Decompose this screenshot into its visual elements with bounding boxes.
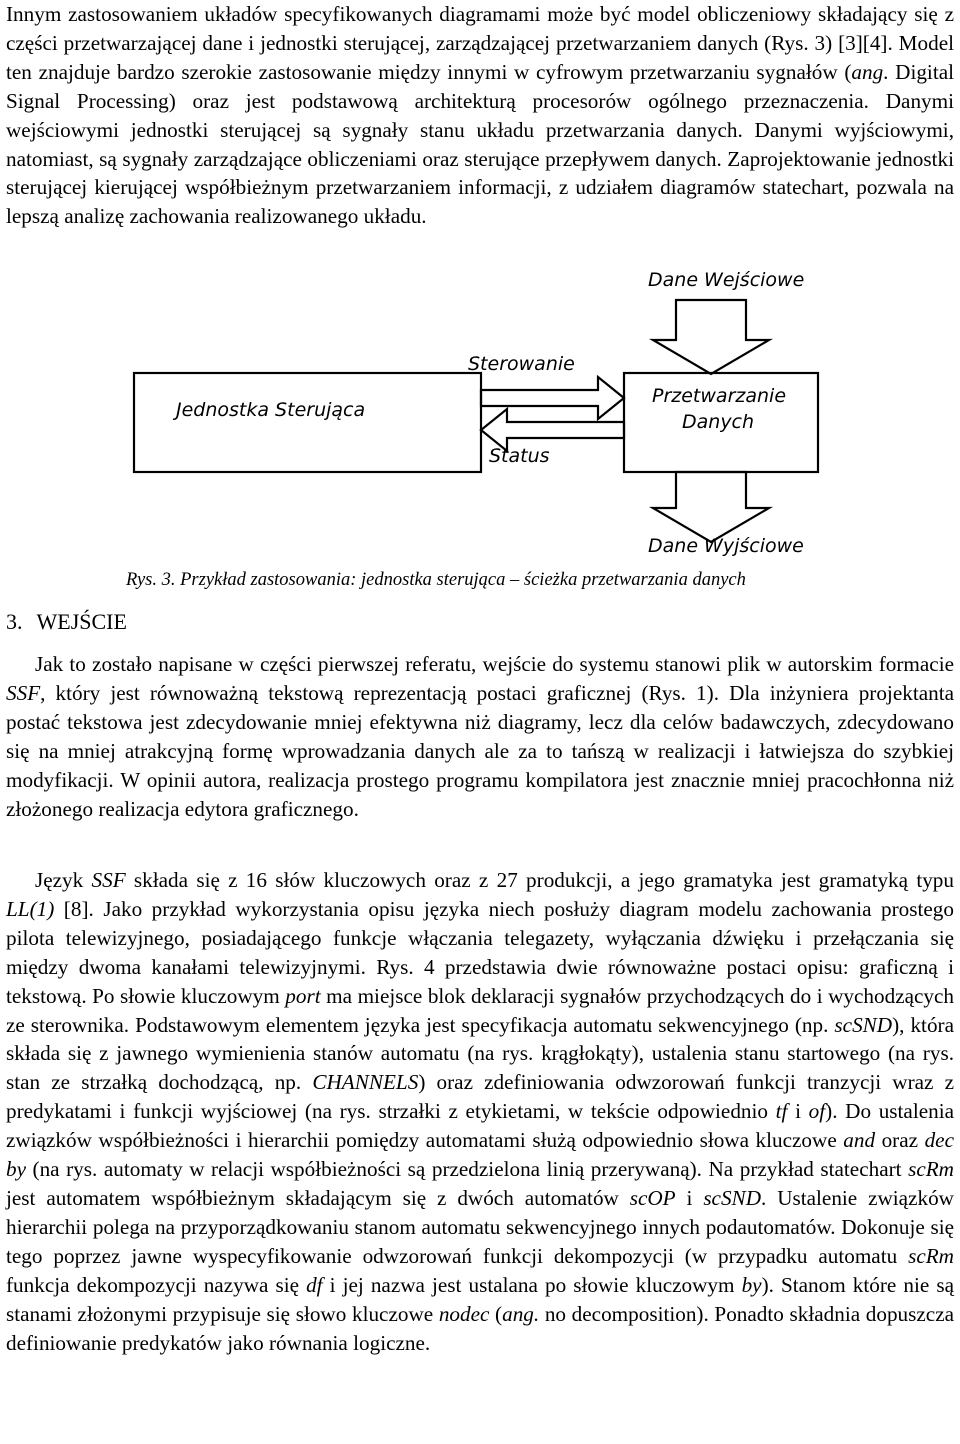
p3-italic: ang. — [502, 1301, 540, 1326]
p3-italic: dec by — [6, 1128, 954, 1182]
paragraph-intro-text-1: Innym zastosowaniem układów specyfikowanych diagramami może być model obliczeniowy składający się z części przetwarzającej dane i jednostki sterującej, zarządzającej przetwarzaniem danych (Rys. 3) [3][4]. Model ten znajduje bardzo szerokie zastosowanie między innymi w cyfrowym przetwarzaniu sygnałów ( — [6, 2, 954, 84]
output-arrow — [653, 472, 769, 542]
label-output-data: Dane Wyjściowe — [648, 535, 804, 557]
p3-italic: scOP — [629, 1185, 676, 1210]
p3-italic: of — [808, 1099, 826, 1124]
p3-italic: scRm — [908, 1243, 954, 1268]
section-title: WEJŚCIE — [36, 609, 127, 634]
p3-italic: df — [306, 1272, 323, 1297]
p3-text: funkcja dekompozycji nazywa się — [6, 1272, 307, 1297]
p3-italic: tf — [775, 1099, 788, 1124]
p3-italic: by — [741, 1272, 762, 1297]
p3-italic: SSF — [91, 868, 126, 892]
label-status-signal: Status — [489, 445, 550, 467]
p3-text: ). Do ustalenia związków współbieżności i hierarchii pomiędzy automatami służą odpowiednio słowa kluczowe — [6, 1099, 955, 1153]
paragraph-ssf-language — [6, 866, 954, 1357]
section-heading — [6, 608, 141, 636]
p3-italic: LL(1) — [6, 896, 55, 921]
label-input-data: Dane Wejściowe — [648, 269, 805, 291]
p3-text: (na rys. automaty w relacji współbieżności są przedzielona linią przerywaną). Na przykład statechart — [26, 1157, 909, 1182]
label-processing-line2: Danych — [682, 411, 755, 433]
figure-3-diagram — [6, 262, 954, 562]
p3-text: jest automatem współbieżnym składającym się z dwóch automatów — [6, 1185, 630, 1210]
section-number: 3. — [6, 609, 23, 634]
paragraph-intro — [6, 0, 954, 231]
p3-text: ) oraz zdefiniowania odwzorowań funkcji tranzycji wraz z predykatami i funkcji wyjściowej (na rys. strzałki z etykietami, w tekście odpowiednio — [6, 1070, 955, 1124]
p3-text: i — [787, 1099, 809, 1124]
p3-text: i — [675, 1185, 704, 1210]
p3-italic: scSND — [834, 1012, 893, 1037]
p3-text: no decomposition). Ponadto składnia dopuszcza definiowanie predykatów jako równania logiczne. — [6, 1301, 954, 1355]
label-control-signal: Sterowanie — [468, 353, 575, 375]
p3-text: oraz — [875, 1128, 925, 1153]
p3-text: ma miejsce blok deklaracji sygnałów przychodzących do i wychodzących ze sterownika. Podstawowym elementem języka jest specyfikacja automatu sekwencyjnego (np. — [6, 983, 954, 1037]
p3-italic: scSND — [703, 1185, 761, 1210]
p3-italic: nodec — [438, 1301, 490, 1326]
p3-text: . Ustalenie związków hierarchii polega na przyporządkowaniu stanom automatu sekwencyjnego innych podautomatów. Dokonuje się tego poprzez jawne wyspecyfikowanie odwzorowań funkcji dekompozycji (w przypadku automatu — [6, 1185, 954, 1268]
control-unit-box — [134, 373, 481, 472]
paragraph-input-ssf: SSF — [6, 680, 41, 705]
label-control-unit: Jednostka Sterująca — [176, 399, 366, 421]
p3-text: i jej nazwa jest ustalana po słowie kluczowym — [322, 1272, 742, 1297]
paragraph-input — [6, 650, 954, 823]
p3-italic: port — [285, 983, 321, 1008]
p3-text: ). Stanom które nie są stanami złożonymi przypisuje się słowo kluczowe — [6, 1272, 955, 1326]
p3-text: ), która składa się z jawnego wymienienia stanów automatu (na rys. krągłokąty), ustalenia stanu startowego (na rys. stan ze strzałką dochodzącą, np. — [6, 1012, 954, 1095]
paragraph-input-text-2: , który jest równoważną tekstową reprezentacją postaci graficznej (Rys. 1). Dla inżyniera projektanta postać tekstowa jest zdecydowanie mniej efektywna niż diagramy, lecz dla celów badawczych, zdecydowano się na mniej atrakcyjną formę wprowadzania danych ale za to tańszą w realizacji i łatwiejsza do szybkiej modyfikacji. W opinii autora, realizacja prostego programu kompilatora jest znacznie mniej pracochłonna niż złożonego realizacja edytora graficznego. — [6, 680, 954, 821]
paragraph-intro-text-2: . Digital Signal Processing) oraz jest podstawową architekturą procesorów ogólnego przeznaczenia. Danymi wejściowymi jednostki sterującej są sygnały stanu układu przetwarzania danych. Danymi wyjściowymi, natomiast, są sygnały zarządzające obliczeniami oraz sterujące przepływem danych. Zaprojektowanie jednostki sterującej kierującej współbieżnym przetwarzaniem informacji, z udziałem diagramów statechart, pozwala na lepszą analizę zachowania realizowanego układu. — [6, 59, 954, 229]
p3-italic: CHANNELS — [312, 1070, 419, 1095]
diagram-shapes — [6, 262, 954, 562]
label-processing-line1: Przetwarzanie — [652, 385, 787, 407]
p3-text: Język — [35, 868, 92, 892]
input-arrow — [653, 300, 769, 374]
p3-text: [8]. Jako przykład wykorzystania opisu języka niech posłuży diagram modelu zachowania prostego pilota telewizyjnego, posiadającego funkcje włączania telegazety, wyłączania dźwięku i przełączania się między dwoma kanałami telewizyjnymi. Rys. 4 przedstawia dwie równoważne postaci opisu: graficzną i tekstową. Po słowie kluczowym — [6, 896, 954, 1008]
p3-text: ( — [489, 1301, 503, 1326]
figure-3-caption: Rys. 3. Przykład zastosowania: jednostka sterująca – ścieżka przetwarzania danych — [126, 570, 746, 590]
paragraph-input-text-1: Jak to zostało napisane w części pierwszej referatu, wejście do systemu stanowi plik w autorskim formacie — [35, 652, 954, 676]
paragraph-intro-ang: ang — [851, 59, 884, 84]
p3-italic: scRm — [908, 1157, 954, 1182]
p3-italic: and — [843, 1128, 876, 1153]
p3-text: składa się z 16 słów kluczowych oraz z 27 produkcji, a jego gramatyka jest gramatyką typu — [125, 868, 954, 892]
